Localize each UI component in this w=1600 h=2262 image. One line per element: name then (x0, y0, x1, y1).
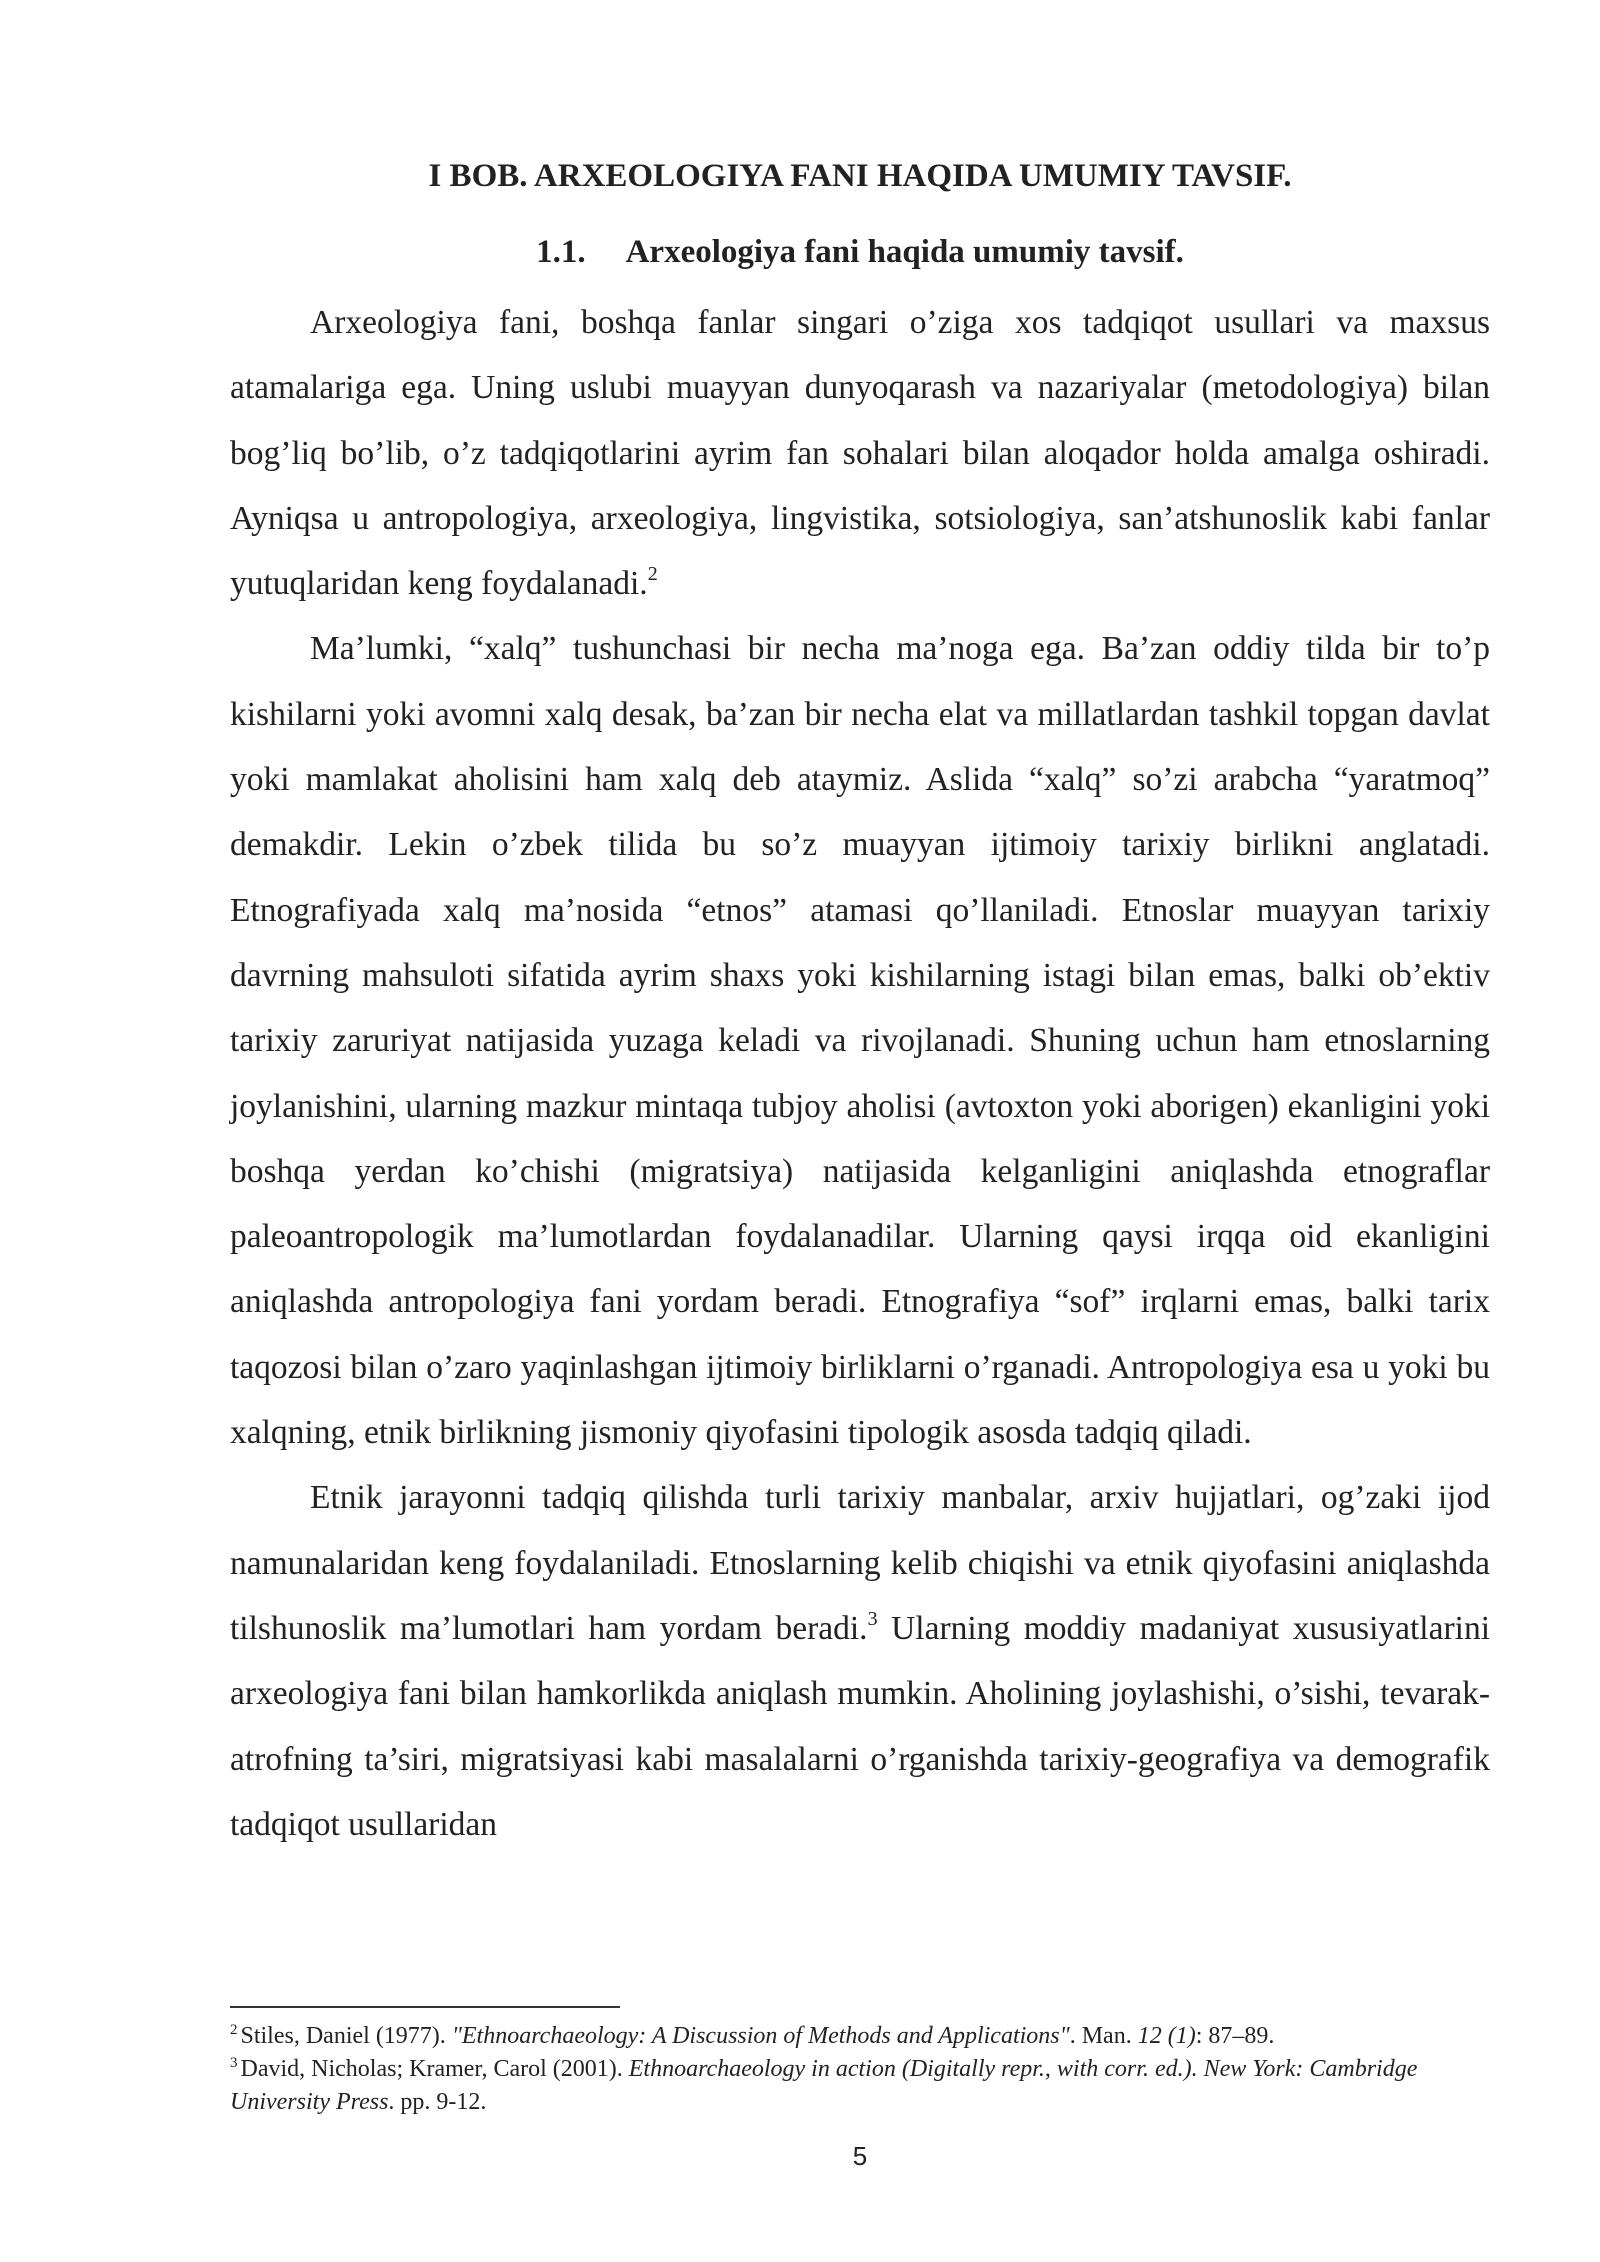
paragraph-3-text-after: Ularning moddiy madaniyat xususiyatlarini arxeologiya fani bilan hamkorlikda aniqlash mumkin. Aholining joylashishi, o’sishi, tevarak-atrofning ta’siri, migratsiyasi kabi masalalarni o’rganishda tarixiy-geografiya va demografik tadqiqot usullaridan (230, 1609, 1491, 1843)
section-heading (230, 228, 1490, 276)
footnote-number: 3 (230, 2055, 238, 2071)
page-number: 5 (852, 2141, 868, 2171)
paragraph-2 (230, 616, 1490, 1465)
paragraph-3-text-before: Etnik jarayonni tadqiq qilishda turli tarixiy manbalar, arxiv hujjatlari, og’zaki ijod namunalaridan keng foydalaniladi. Etnoslarning kelib chiqishi va etnik qiyofasini aniqlashda tilshunoslik ma’lumotlari ham yordam beradi. (230, 1479, 1490, 1647)
footnote-pages: . pp. 9-12. (388, 2089, 487, 2115)
footnote-volume: 12 (1) (1137, 2023, 1196, 2049)
footnote-pages: : 87–89. (1195, 2023, 1275, 2049)
footnote-title: "Ethnoarchaeology: A Discussion of Methods and Applications" (451, 2023, 1070, 2049)
footnote-ref-2[interactable]: 2 (647, 563, 658, 586)
footnote-ref-3[interactable]: 3 (867, 1607, 878, 1630)
paragraph-3 (230, 1465, 1490, 1857)
footnote-number: 2 (230, 2022, 238, 2038)
footnote-journal: . Man. (1069, 2023, 1138, 2049)
footnotes (230, 2020, 1490, 2119)
footnote-author: David, Nicholas; Kramer, Carol (2001). (240, 2056, 629, 2082)
section-title: Arxeologiya fani haqida umumiy tavsif. (625, 234, 1184, 270)
footnote-3 (230, 2053, 1490, 2119)
footnote-title: Ethnoarchaeology in action (Digitally repr., with corr. ed.). New York: Cambridge University Press (230, 2056, 1418, 2115)
paragraph-1 (230, 290, 1490, 616)
footnote-author: Stiles, Daniel (1977). (240, 2023, 452, 2049)
section-number: 1.1. (536, 234, 586, 270)
footnote-2 (230, 2020, 1490, 2053)
chapter-title: I BOB. ARXEOLOGIYA FANI HAQIDA UMUMIY TAVSIF. (428, 158, 1292, 194)
footnote-separator (230, 2006, 620, 2008)
paragraph-2-text: Ma’lumki, “xalq” tushunchasi bir necha ma’noga ega. Ba’zan oddiy tilda bir to’p kishilarni yoki avomni xalq desak, ba’zan bir necha elat va millatlardan tashkil topgan davlat yoki mamlakat aholisini ham xalq deb ataymiz. Aslida “xalq” so’zi arabcha “yaratmoq” demakdir. Lekin o’zbek tilida bu so’z muayyan ijtimoiy tarixiy birlikni anglatadi. Etnografiyada xalq ma’nosida “etnos” atamasi qo’llaniladi. Etnoslar muayyan tarixiy davrning mahsuloti sifatida ayrim shaxs yoki kishilarning istagi bilan emas, balki ob’ektiv tarixiy zaruriyat natijasida yuzaga keladi va rivojlanadi. Shuning uchun ham etnoslarning joylanishini, ularning mazkur mintaqa tubjoy aholisi (avtoxton yoki aborigen) ekanligini yoki boshqa yerdan ko’chishi (migratsiya) natijasida kelganligini aniqlashda etnograflar paleoantropologik ma’lumotlardan foydalanadilar. Ularning qaysi irqqa oid ekanligini aniqlashda antropologiya fani yordam beradi. Etnografiya “sof” irqlarni emas, balki tarix taqozosi bilan o’zaro yaqinlashgan ijtimoiy birliklarni o’rganadi. Antropologiya esa u yoki bu xalqning, etnik birlikning jismoniy qiyofasini tipologik asosda tadqiq qiladi. (230, 630, 1490, 1452)
paragraph-1-text: Arxeologiya fani, boshqa fanlar singari o’ziga xos tadqiqot usullari va maxsus atamalariga ega. Uning uslubi muayyan dunyoqarash va nazariyalar (metodologiya) bilan bog’liq bo’lib, o’z tadqiqotlarini ayrim fan sohalari bilan aloqador holda amalga oshiradi. Ayniqsa u antropologiya, arxeologiya, lingvistika, sotsiologiya, san’atshunoslik kabi fanlar yutuqlaridan keng foydalanadi. (230, 304, 1490, 603)
body-text (230, 290, 1490, 1857)
